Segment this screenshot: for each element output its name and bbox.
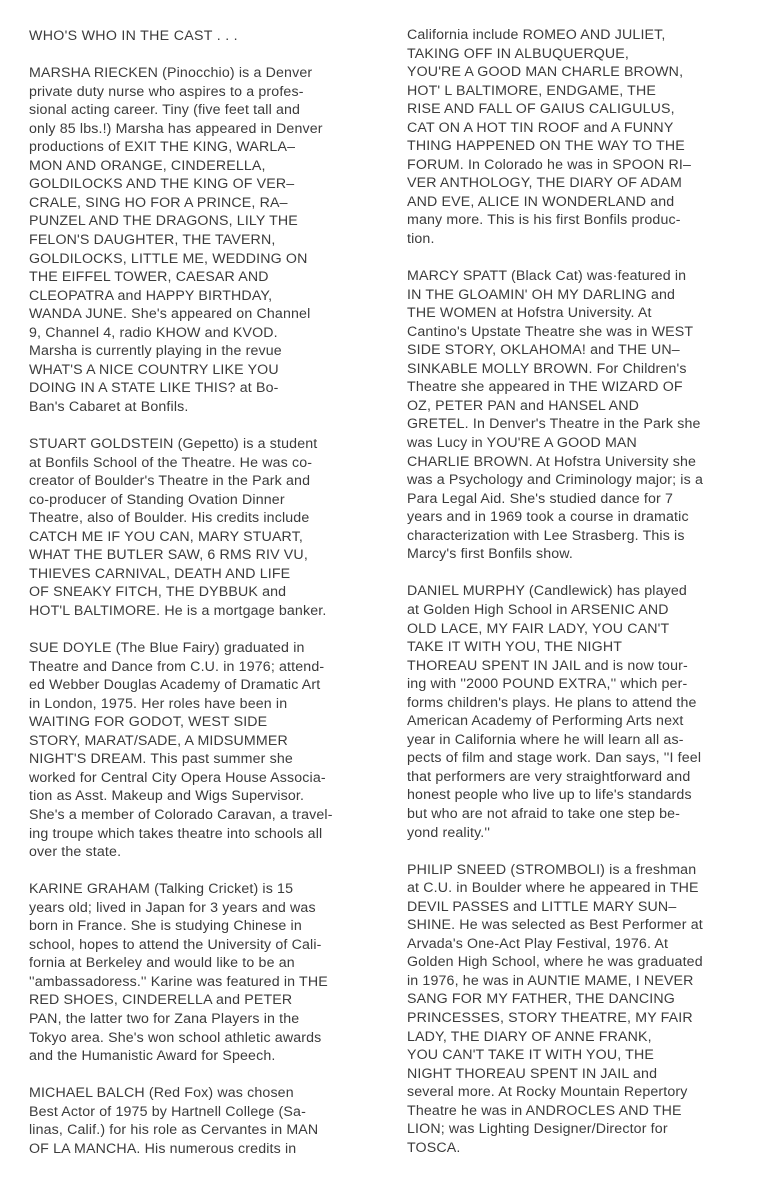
bio-line: YOU CAN'T TAKE IT WITH YOU, THE [407, 1047, 655, 1064]
bio-line: KARINE GRAHAM (Talking Cricket) is 15 [29, 881, 294, 898]
left-column [29, 27, 399, 1158]
spacer [29, 46, 399, 65]
bio-line: NIGHT THOREAU SPENT IN JAIL and [407, 1065, 658, 1082]
bio-line: RED SHOES, CINDERELLA and PETER [29, 992, 293, 1009]
bio-line: honest people who live up to life's standards [407, 787, 692, 804]
bio-line: pects of film and stage work. Dan says, ''I feel [407, 750, 702, 767]
bio-line: Golden High School, where he was graduated [407, 954, 703, 971]
bio-line: Marsha is currently playing in the revue [29, 343, 282, 360]
bio-line: Para Legal Aid. She's studied dance for 7 [407, 490, 673, 507]
bio-line: forms children's plays. He plans to attend the [407, 694, 697, 711]
bio-line: Marcy's first Bonfils show. [407, 546, 574, 563]
bio-line: years old; lived in Japan for 3 years and was [29, 899, 316, 916]
bio-line: FORUM. In Colorado he was in SPOON RI– [407, 156, 692, 173]
bio-line: Theatre he was in ANDROCLES AND THE [407, 1102, 682, 1119]
bio-line: WAITING FOR GODOT, WEST SIDE [29, 714, 268, 731]
bio-line: SIDE STORY, OKLAHOMA! and THE UN– [407, 342, 680, 359]
cast-bio [29, 435, 399, 620]
bio-line: MON AND ORANGE, CINDERELLA, [29, 157, 266, 174]
bio-line: LADY, THE DIARY OF ANNE FRANK, [407, 1028, 652, 1045]
bio-line: THIEVES CARNIVAL, DEATH AND LIFE [29, 565, 291, 582]
bio-line: only 85 lbs.!) Marsha has appeared in Denver [29, 120, 323, 137]
bio-line: TAKE IT WITH YOU, THE NIGHT [407, 639, 623, 656]
left-bio-list [29, 64, 399, 1158]
bio-line: tion as Asst. Makeup and Wigs Supervisor. [29, 788, 305, 805]
bio-line: ing with ''2000 POUND EXTRA,'' which per- [407, 676, 688, 693]
bio-line: years and in 1969 took a course in dramatic [407, 509, 689, 526]
bio-line: PHILIP SNEED (STROMBOLI) is a freshman [407, 861, 697, 878]
bio-line: productions of EXIT THE KING, WARLA– [29, 139, 296, 156]
bio-line: OLD LACE, MY FAIR LADY, YOU CAN'T [407, 620, 670, 637]
cast-bio [29, 639, 399, 862]
spacer [407, 564, 777, 583]
bio-line: CRALE, SING HO FOR A PRINCE, RA– [29, 194, 288, 211]
bio-line: WHAT'S A NICE COUNTRY LIKE YOU [29, 361, 279, 378]
bio-line: ''ambassadoress.'' Karine was featured in THE [29, 973, 328, 990]
bio-line: HOT' L BALTIMORE, ENDGAME, THE [407, 82, 656, 99]
bio-line: THE WOMEN at Hofstra University. At [407, 305, 652, 322]
bio-line: AND EVE, ALICE IN WONDERLAND and [407, 193, 675, 210]
bio-line: Tokyo area. She's won school athletic awards [29, 1029, 322, 1046]
bio-line: PRINCESSES, STORY THEATRE, MY FAIR [407, 1009, 693, 1026]
cast-bio [407, 26, 777, 249]
bio-line: American Academy of Performing Arts next [407, 713, 684, 730]
bio-line: GOLDILOCKS, LITTLE ME, WEDDING ON [29, 250, 308, 267]
bio-line: MARSHA RIECKEN (Pinocchio) is a Denver [29, 65, 313, 82]
bio-line: ed Webber Douglas Academy of Dramatic Art [29, 677, 321, 694]
cast-bio [29, 64, 399, 416]
bio-line: tion. [407, 231, 435, 248]
bio-line: HOT'L BALTIMORE. He is a mortgage banker. [29, 602, 327, 619]
bio-line: at Golden High School in ARSENIC AND [407, 601, 669, 618]
bio-line: at C.U. in Boulder where he appeared in THE [407, 880, 699, 897]
spacer [29, 416, 399, 435]
bio-line: characterization with Lee Strasberg. This is [407, 527, 685, 544]
bio-line: FELON'S DAUGHTER, THE TAVERN, [29, 232, 276, 249]
bio-line: STUART GOLDSTEIN (Gepetto) is a student [29, 436, 318, 453]
bio-line: fornia at Berkeley and would like to be an [29, 955, 295, 972]
bio-line: YOU'RE A GOOD MAN CHARLE BROWN, [407, 64, 684, 81]
bio-line: Ban's Cabaret at Bonfils. [29, 398, 189, 415]
bio-line: private duty nurse who aspires to a profes- [29, 83, 304, 100]
bio-line: at Bonfils School of the Theatre. He was co- [29, 454, 313, 471]
bio-line: DANIEL MURPHY (Candlewick) has played [407, 583, 687, 600]
cast-bio [29, 880, 399, 1065]
bio-line: born in France. She is studying Chinese in [29, 918, 302, 935]
bio-line: several more. At Rocky Mountain Repertory [407, 1084, 688, 1101]
spacer [407, 842, 777, 861]
bio-line: ing troupe which takes theatre into schools all [29, 825, 323, 842]
bio-line: OZ, PETER PAN and HANSEL AND [407, 397, 640, 414]
bio-line: in 1976, he was in AUNTIE MAME, I NEVER [407, 972, 694, 989]
spacer [29, 862, 399, 881]
bio-line: over the state. [29, 844, 122, 861]
spacer [407, 249, 777, 268]
bio-line: Cantino's Upstate Theatre she was in WEST [407, 323, 694, 340]
cast-bio [407, 582, 777, 842]
bio-line: VER ANTHOLOGY, THE DIARY OF ADAM [407, 175, 682, 192]
bio-line: Best Actor of 1975 by Hartnell College (Sa- [29, 1103, 306, 1120]
bio-line: California include ROMEO AND JULIET, [407, 27, 666, 43]
bio-line: DOING IN A STATE LIKE THIS? at Bo- [29, 380, 279, 397]
bio-line: TAKING OFF IN ALBUQUERQUE, [407, 45, 629, 62]
bio-line: DEVIL PASSES and LITTLE MARY SUN– [407, 898, 677, 915]
bio-line: CATCH ME IF YOU CAN, MARY STUART, [29, 528, 304, 545]
bio-line: creator of Boulder's Theatre in the Park and [29, 473, 311, 490]
bio-line: WHAT THE BUTLER SAW, 6 RMS RIV VU, [29, 547, 308, 564]
bio-line: school, hopes to attend the University of Cali- [29, 936, 322, 953]
bio-line: 9, Channel 4, radio KHOW and KVOD. [29, 324, 278, 341]
bio-line: Theatre and Dance from C.U. in 1976; attend- [29, 658, 325, 675]
bio-line: Theatre she appeared in THE WIZARD OF [407, 379, 683, 396]
right-bio-list [407, 26, 777, 1157]
bio-line: IN THE GLOAMIN' OH MY DARLING and [407, 286, 676, 303]
bio-line: SUE DOYLE (The Blue Fairy) graduated in [29, 640, 305, 657]
bio-line: CAT ON A HOT TIN ROOF and A FUNNY [407, 119, 674, 136]
right-column [407, 26, 777, 1157]
bio-line: CLEOPATRA and HAPPY BIRTHDAY, [29, 287, 273, 304]
bio-line: was Lucy in YOU'RE A GOOD MAN [407, 435, 637, 452]
bio-line: year in California where he will learn all as- [407, 731, 684, 748]
bio-line: THOREAU SPENT IN JAIL and is now tour- [407, 657, 688, 674]
bio-line: was a Psychology and Criminology major; is a [407, 472, 703, 489]
bio-line: and the Humanistic Award for Speech. [29, 1048, 276, 1065]
bio-line: worked for Central City Opera House Associa- [29, 769, 326, 786]
bio-line: STORY, MARAT/SADE, A MIDSUMMER [29, 732, 288, 749]
bio-line: Theatre, also of Boulder. His credits include [29, 510, 310, 527]
bio-line: OF LA MANCHA. His numerous credits in [29, 1140, 297, 1157]
bio-line: SINKABLE MOLLY BROWN. For Children's [407, 360, 687, 377]
cast-bio [407, 861, 777, 1158]
bio-line: TOSCA. [407, 1139, 461, 1156]
bio-line: linas, Calif.) for his role as Cervantes in MAN [29, 1122, 319, 1139]
bio-line: SANG FOR MY FATHER, THE DANCING [407, 991, 675, 1008]
bio-line: NIGHT'S DREAM. This past summer she [29, 751, 293, 768]
bio-line: OF SNEAKY FITCH, THE DYBBUK and [29, 584, 287, 601]
bio-line: that performers are very straightforward and [407, 768, 691, 785]
bio-line: SHINE. He was selected as Best Performer at [407, 917, 703, 934]
spacer [29, 1066, 399, 1085]
page-heading: WHO'S WHO IN THE CAST . . . [29, 28, 238, 44]
bio-line: THE EIFFEL TOWER, CAESAR AND [29, 269, 269, 286]
bio-line: yond reality.'' [407, 824, 491, 841]
bio-line: many more. This is his first Bonfils produc- [407, 212, 681, 229]
cast-bio [29, 1084, 399, 1158]
cast-bio [407, 267, 777, 564]
bio-line: MARCY SPATT (Black Cat) was·featured in [407, 268, 687, 285]
bio-line: GOLDILOCKS AND THE KING OF VER– [29, 176, 295, 193]
bio-line: She's a member of Colorado Caravan, a travel- [29, 806, 333, 823]
bio-line: PUNZEL AND THE DRAGONS, LILY THE [29, 213, 298, 230]
bio-line: GRETEL. In Denver's Theatre in the Park she [407, 416, 701, 433]
bio-line: WANDA JUNE. She's appeared on Channel [29, 306, 311, 323]
bio-line: LION; was Lighting Designer/Director for [407, 1121, 668, 1138]
bio-line: sional acting career. Tiny (five feet tall and [29, 102, 301, 119]
bio-line: but who are not afraid to take one step be- [407, 805, 681, 822]
bio-line: Arvada's One-Act Play Festival, 1976. At [407, 935, 669, 952]
bio-line: THING HAPPENED ON THE WAY TO THE [407, 138, 685, 155]
bio-line: in London, 1975. Her roles have been in [29, 695, 288, 712]
bio-line: RISE AND FALL OF GAIUS CALIGULUS, [407, 101, 675, 118]
spacer [29, 621, 399, 640]
bio-line: CHARLIE BROWN. At Hofstra University she [407, 453, 697, 470]
bio-line: PAN, the latter two for Zana Players in the [29, 1010, 300, 1027]
bio-line: co-producer of Standing Ovation Dinner [29, 491, 285, 508]
bio-line: MICHAEL BALCH (Red Fox) was chosen [29, 1085, 294, 1102]
